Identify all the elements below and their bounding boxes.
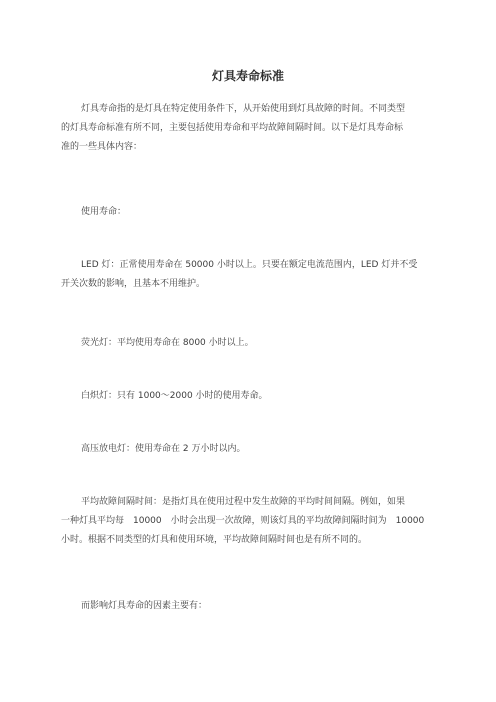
section-heading-text: 使用寿命： — [81, 207, 127, 217]
mtbf-line-1: 平均故障间隔时间：是指灯具在使用过程中发生故障的平均时间间隔。例如，如果 — [81, 497, 406, 507]
incandescent-text: 白炽灯：只有 1000～2000 小时的使用寿命。 — [81, 391, 268, 401]
intro-line-1: 灯具寿命指的是灯具在特定使用条件下，从开始使用到灯具故障的时间。不同类型 — [81, 104, 406, 114]
hid-paragraph — [61, 440, 437, 459]
fluorescent-text: 荧光灯：平均使用寿命在 8000 小时以上。 — [81, 338, 254, 348]
document-title: 灯具寿命标准 — [211, 69, 284, 83]
factors-text: 而影响灯具寿命的因素主要有： — [81, 601, 208, 611]
mtbf-line-3: 小时。根据不同类型的灯具和使用环境，平均故障间隔时间也是有所不同的。 — [61, 535, 368, 545]
hid-text: 高压放电灯：使用寿命在 2 万小时以内。 — [81, 444, 246, 454]
intro-line-2: 的灯具寿命标准有所不同，主要包括使用寿命和平均故障间隔时间。以下是灯具寿命标 — [61, 123, 404, 133]
fluorescent-paragraph — [61, 334, 437, 353]
led-paragraph — [61, 256, 437, 294]
intro-paragraph — [61, 100, 437, 157]
led-line-2: 开关次数的影响，且基本不用维护。 — [61, 279, 206, 289]
mtbf-line-2: 一种灯具平均每 10000 小时会出现一次故障，则该灯具的平均故障间隔时间为 10000 — [61, 516, 425, 526]
led-line-1: LED 灯：正常使用寿命在 50000 小时以上。只要在额定电流范围内，LED 灯并不受 — [81, 260, 418, 270]
mtbf-paragraph — [61, 493, 437, 550]
factors-paragraph — [61, 597, 437, 616]
incandescent-paragraph — [61, 387, 437, 406]
section-heading-use-life — [61, 203, 437, 222]
intro-line-3: 准的一些具体内容： — [61, 142, 143, 152]
